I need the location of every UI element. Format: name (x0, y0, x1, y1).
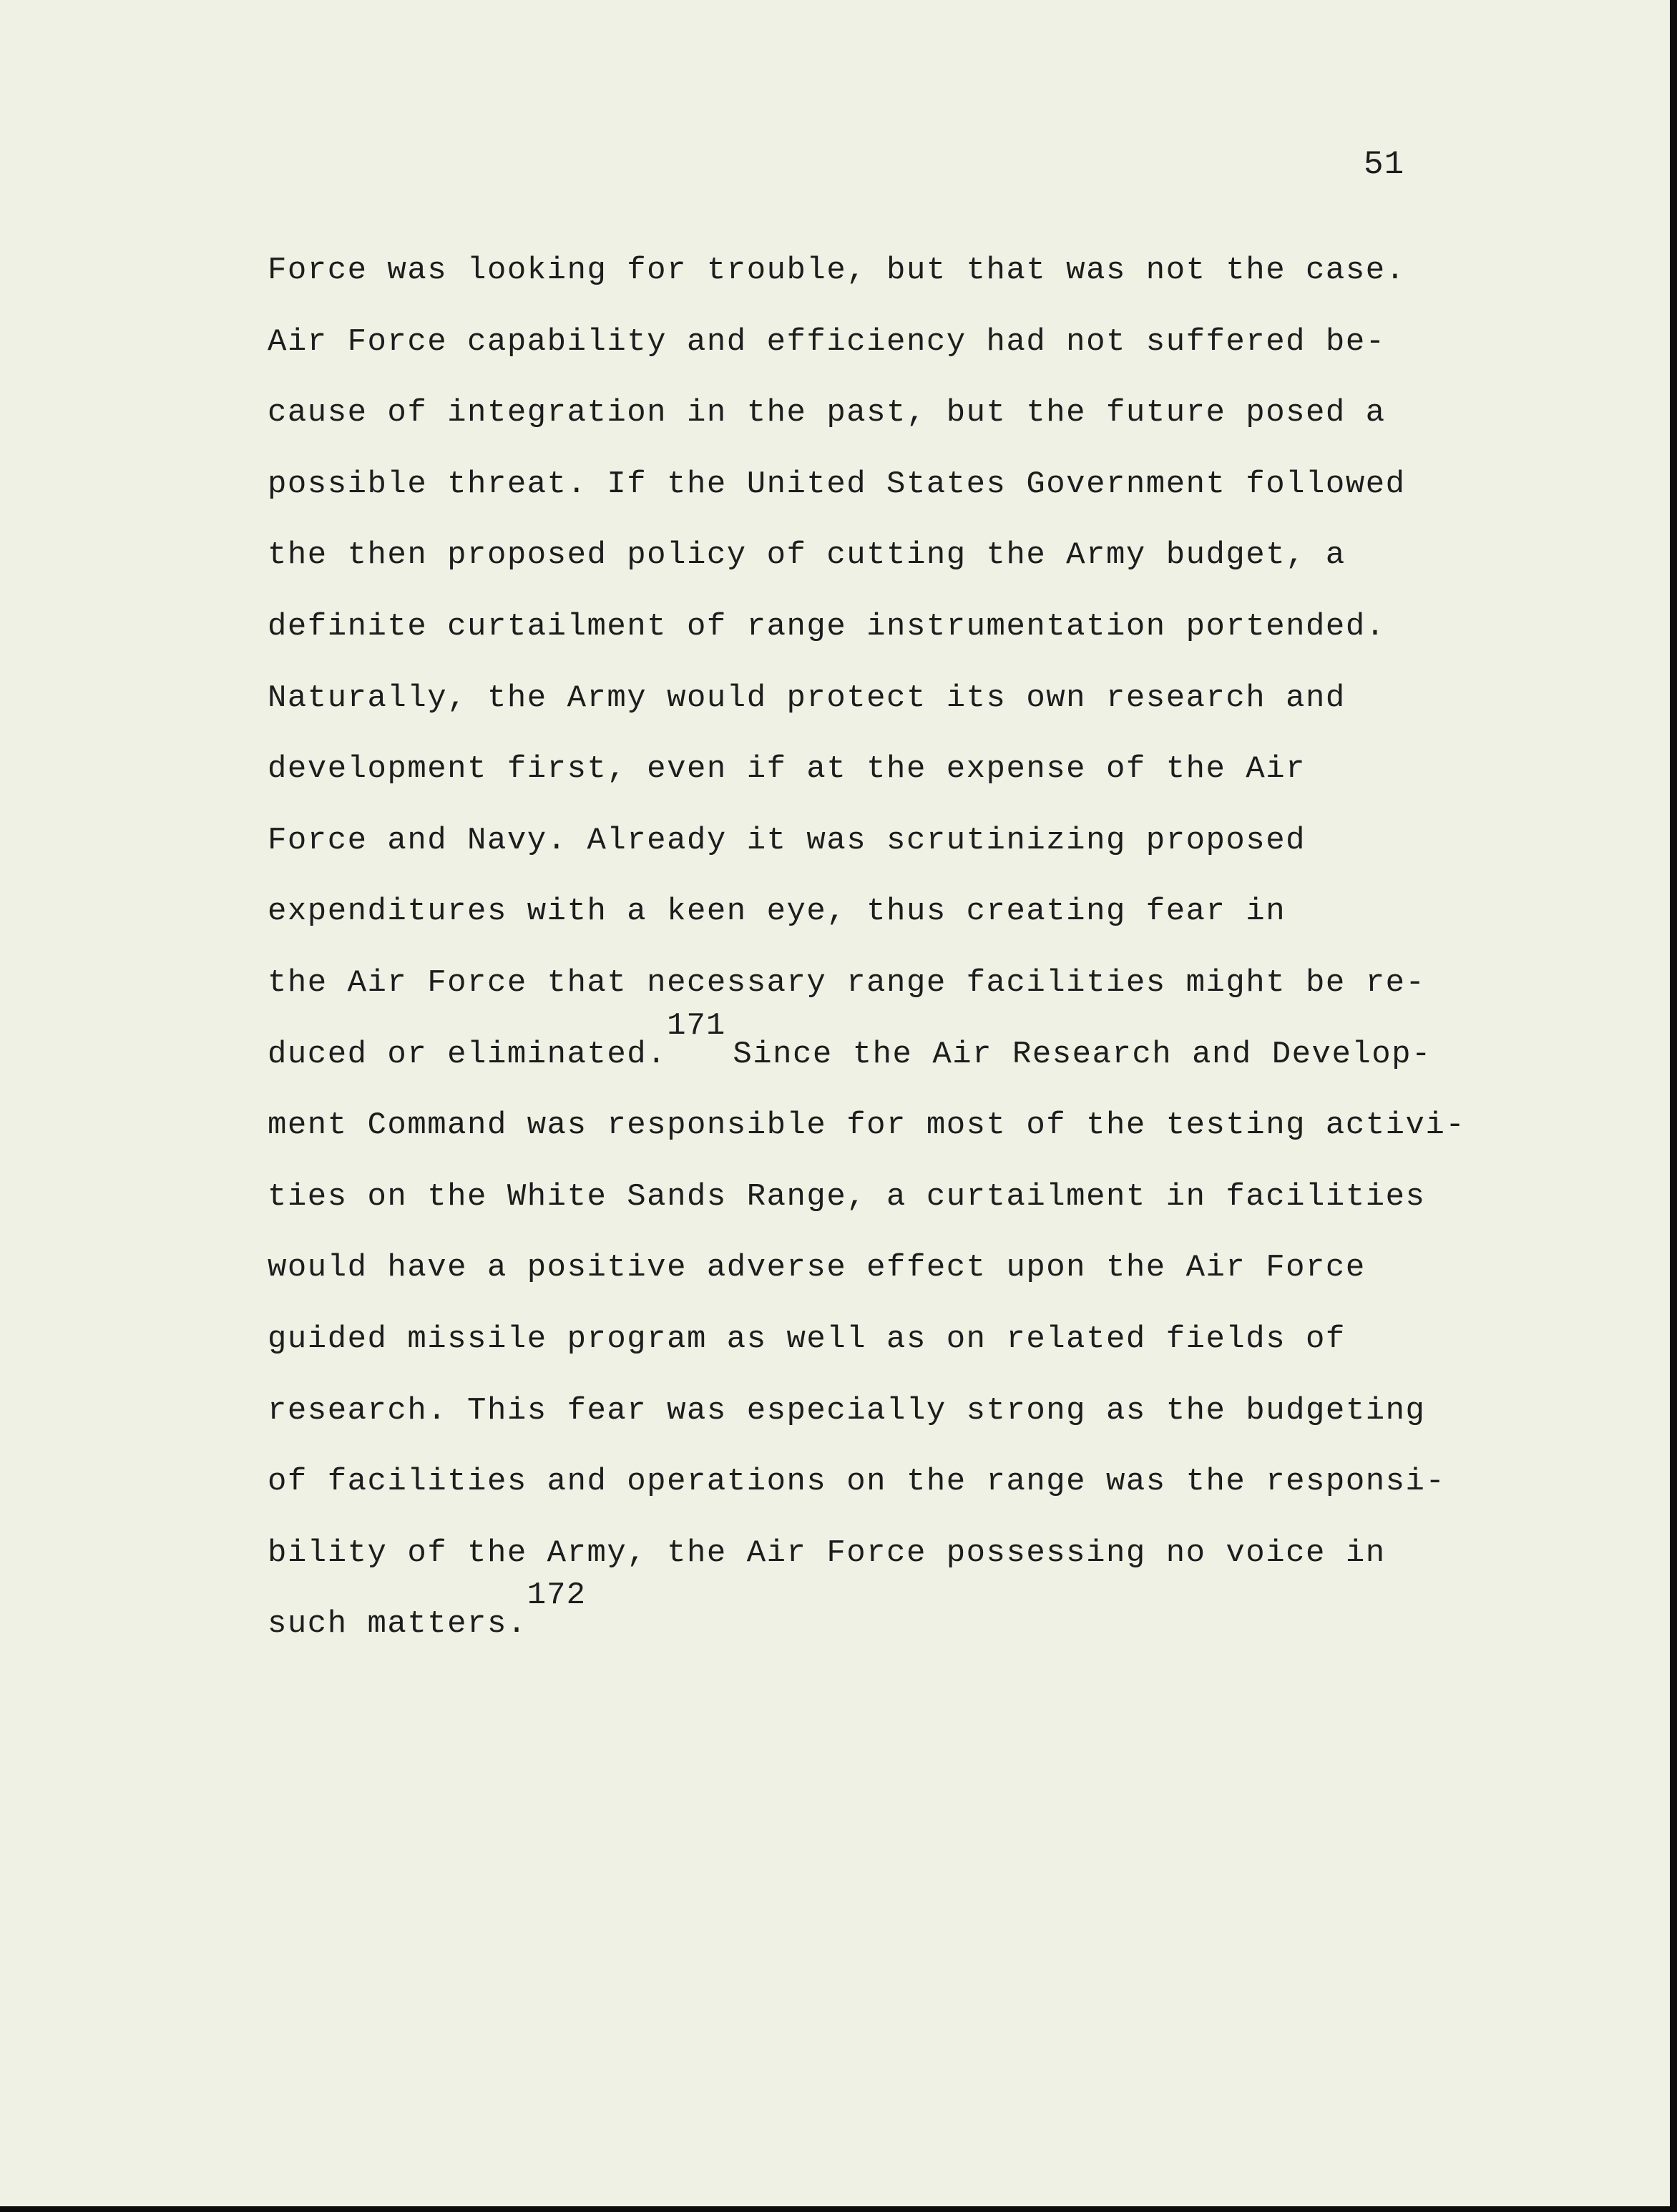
scan-edge-bottom (0, 2206, 1677, 2212)
text-line: would have a positive adverse effect upon the Air Force (268, 1250, 1366, 1286)
text-line: the Air Force that necessary range facilities might be re- (268, 964, 1426, 1001)
text-line: cause of integration in the past, but the future posed a (268, 395, 1386, 431)
line-text: duced or eliminated. (268, 1036, 668, 1072)
text-line: ment Command was responsible for most of the testing activi- (268, 1107, 1466, 1144)
text-line: possible threat. If the United States Government followed (268, 466, 1406, 502)
text-line: Air Force capability and efficiency had not suffered be- (268, 323, 1386, 360)
text-line: guided missile program as well as on related fields of (268, 1321, 1346, 1357)
text-line: definite curtailment of range instrumentation portended. (268, 608, 1386, 645)
text-line: Naturally, the Army would protect its own research and (268, 680, 1346, 716)
body-text (268, 249, 1465, 1674)
text-line: bility of the Army, the Air Force possessing no voice in (268, 1535, 1386, 1571)
text-line: the then proposed policy of cutting the Army budget, a (268, 537, 1346, 574)
footnote-marker: 171 (667, 1007, 726, 1044)
text-line: Force was looking for trouble, but that was not the case. (268, 253, 1406, 288)
text-line: expenditures with a keen eye, thus creating fear in (268, 894, 1286, 930)
line-text: Since the Air Research and Develop- (733, 1036, 1432, 1072)
page-number: 51 (1364, 146, 1405, 183)
line-text: such matters. (268, 1606, 527, 1643)
scan-edge-right (1670, 0, 1677, 2212)
text-line-with-footnote (268, 1577, 1465, 1674)
text-line: development first, even if at the expense of the Air (268, 751, 1306, 788)
footnote-marker: 172 (527, 1577, 586, 1614)
text-line: ties on the White Sands Range, a curtailment in facilities (268, 1178, 1426, 1215)
text-line-with-footnote (268, 1007, 1465, 1105)
text-line: research. This fear was especially strong as the budgeting (268, 1392, 1426, 1429)
text-line: of facilities and operations on the range was the responsi- (268, 1464, 1446, 1500)
text-line: Force and Navy. Already it was scrutinizing proposed (268, 822, 1306, 858)
